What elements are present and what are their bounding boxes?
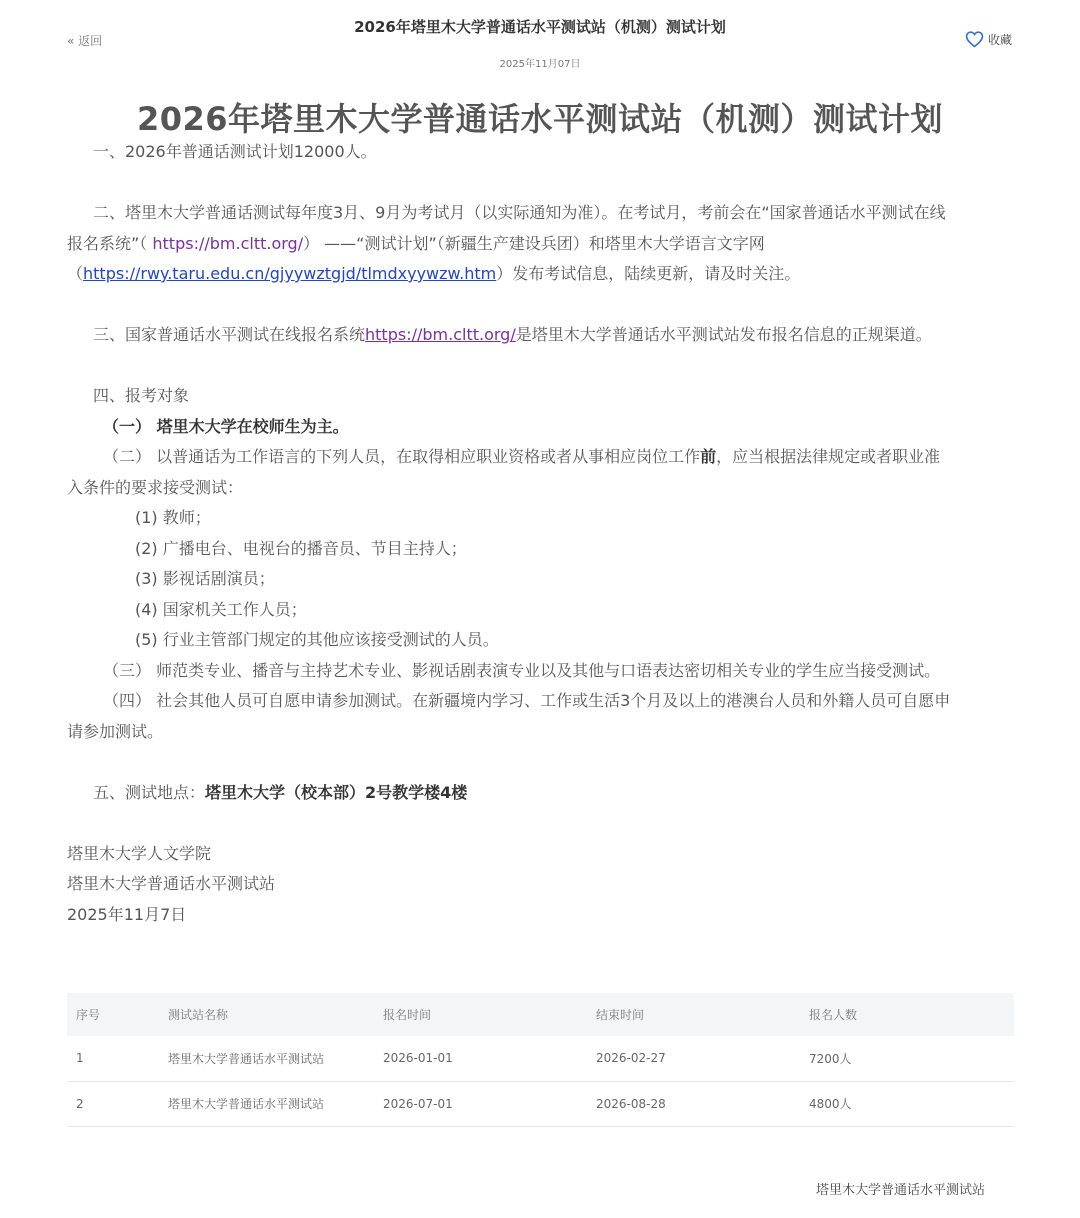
article-body — [67, 137, 1017, 930]
footer-org: 塔里木大学普通话水平测试站 — [816, 1183, 986, 1198]
section-4-item-4-line-2: 请参加测试。 — [67, 721, 164, 741]
section-2-line-1: 二、塔里木大学普通话测试每年度3月、9月为考试月（以实际通知为准）。在考试月，考前会在“国家普通话水平测试在线 — [93, 203, 946, 222]
table-row — [67, 1081, 1014, 1126]
article-title: 2026年塔里木大学普通话水平测试站（机测）测试计划 — [136, 100, 944, 138]
back-link[interactable]: « 返回 — [67, 34, 103, 48]
table-cell: 2026-02-27 — [596, 1036, 809, 1081]
table-cell: 塔里木大学普通话水平测试站 — [168, 1036, 383, 1081]
table-cell: 7200人 — [809, 1036, 1014, 1081]
section-4-item-4-line-1: （四） 社会其他人员可自愿申请参加测试。在新疆境内学习、工作或生活3个月及以上的港澳台人员和外籍人员可自愿申 — [103, 691, 951, 710]
list-item: (2) 广播电台、电视台的播音员、节目主持人； — [135, 538, 467, 558]
section-2-line-3: （https://rwy.taru.edu.cn/gjyywztgjd/tlmdxyywzw.htm）发布考试信息，陆续更新，请及时关注。 — [67, 264, 801, 283]
list-item: (5) 行业主管部门规定的其他应该接受测试的人员。 — [135, 630, 499, 649]
publish-date: 2025年11月07日 — [499, 59, 581, 70]
section-4-item-1: （一） 塔里木大学在校师生为主。 — [103, 416, 349, 436]
heart-outline-icon — [965, 30, 984, 48]
column-header: 报名人数 — [809, 993, 1014, 1036]
column-header: 报名时间 — [383, 993, 596, 1036]
table-cell: 2026-01-01 — [383, 1036, 596, 1081]
section-3: 三、国家普通话水平测试在线报名系统https://bm.cltt.org/是塔里木大学普通话水平测试站发布报名信息的正规渠道。 — [93, 325, 932, 344]
table-header-row — [67, 993, 1014, 1036]
section-5: 五、测试地点：塔里木大学（校本部）2号教学楼4楼 — [93, 782, 468, 802]
cltt-link-2[interactable]: https://bm.cltt.org/ — [365, 325, 516, 344]
cltt-link[interactable]: https://bm.cltt.org/ — [152, 233, 304, 253]
table-row — [67, 1036, 1014, 1081]
schedule-table — [67, 993, 1014, 1127]
favorite-button[interactable] — [965, 30, 1012, 48]
table-cell: 4800人 — [809, 1081, 1014, 1126]
list-item: (3) 影视话剧演员； — [135, 569, 275, 588]
taru-link[interactable]: https://rwy.taru.edu.cn/gjyywztgjd/tlmdxyywzw.htm — [83, 264, 497, 283]
signature-org-2: 塔里木大学普通话水平测试站 — [67, 874, 276, 893]
table-cell: 2026-08-28 — [596, 1081, 809, 1126]
top-bar — [0, 0, 1080, 80]
favorite-label: 收藏 — [988, 32, 1013, 47]
column-header: 序号 — [67, 993, 168, 1036]
section-2-line-2: 报名系统”（ https://bm.cltt.org/） ——“测试计划”（新疆生产建设兵团）和塔里木大学语言文字网 — [67, 233, 765, 253]
section-4-item-2-line-1: （二） 以普通话为工作语言的下列人员，在取得相应职业资格或者从事相应岗位工作前，应当根据法律规定或者职业准 — [103, 447, 941, 466]
column-header: 结束时间 — [596, 993, 809, 1036]
section-4-item-2-line-2: 入条件的要求接受测试： — [67, 477, 244, 497]
page-header-title: 2026年塔里木大学普通话水平测试站（机测）测试计划 — [354, 18, 726, 36]
section-4-item-3: （三） 师范类专业、播音与主持艺术专业、影视话剧表演专业以及其他与口语表达密切相关专业的学生应当接受测试。 — [103, 660, 941, 680]
list-item: (4) 国家机关工作人员； — [135, 599, 307, 619]
section-1: 一、2026年普通话测试计划12000人。 — [93, 142, 377, 161]
list-item: (1) 教师； — [135, 508, 211, 527]
section-4-title: 四、报考对象 — [93, 386, 190, 405]
signature-org-1: 塔里木大学人文学院 — [67, 843, 212, 863]
signature-date: 2025年11月7日 — [67, 904, 187, 924]
table-cell: 1 — [67, 1036, 168, 1081]
table-cell: 2026-07-01 — [383, 1081, 596, 1126]
table-cell: 2 — [67, 1081, 168, 1126]
table-cell: 塔里木大学普通话水平测试站 — [168, 1081, 383, 1126]
column-header: 测试站名称 — [168, 993, 383, 1036]
